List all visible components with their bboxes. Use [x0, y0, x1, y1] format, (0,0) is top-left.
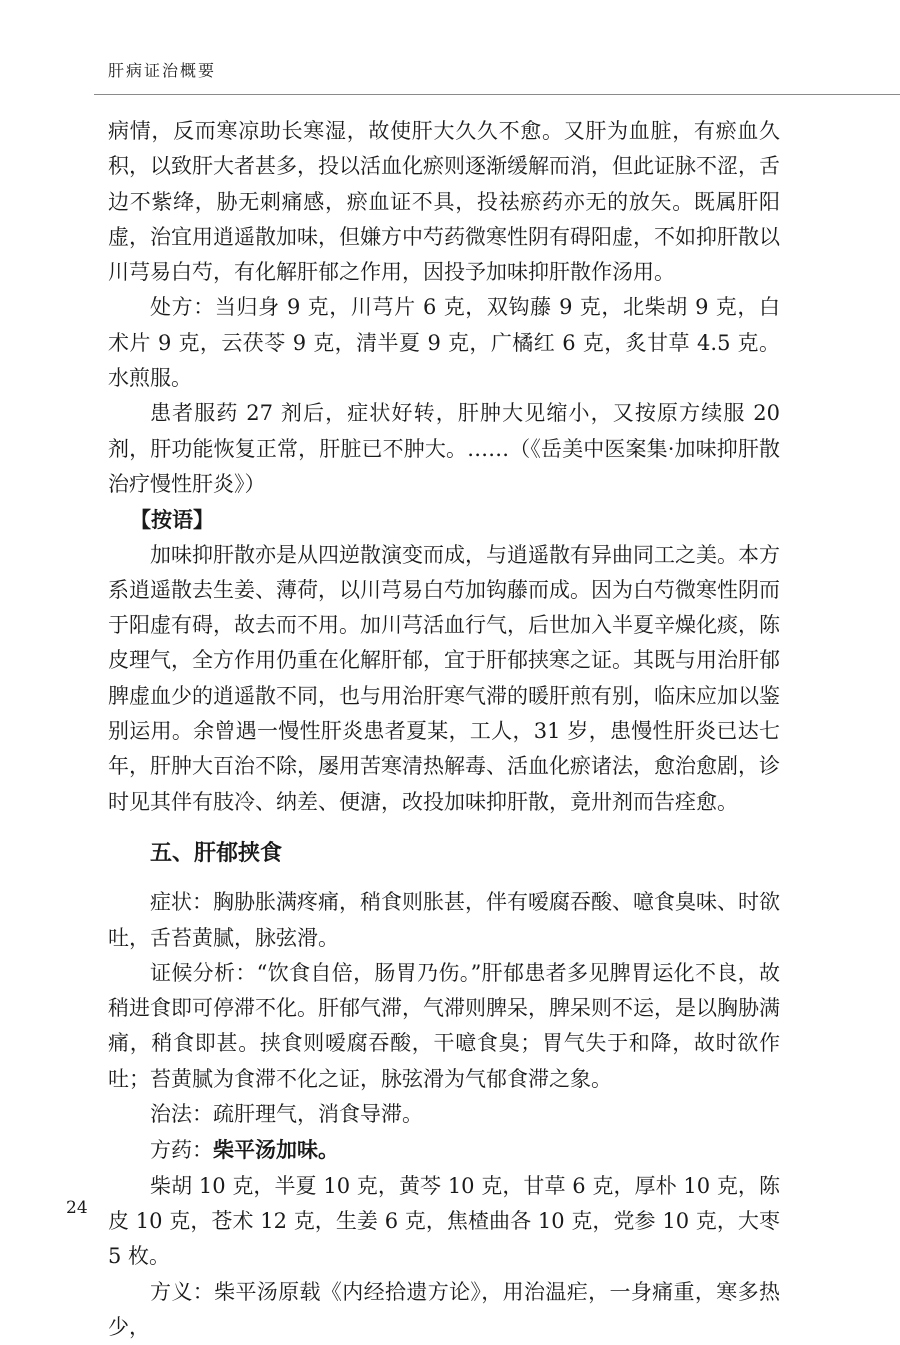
paragraph-outcome: 患者服药 27 剂后，症状好转，肝肿大见缩小，又按原方续服 20 剂，肝功能恢复正常，肝脏已不肿大。……（《岳美中医案集·加味抑肝散治疗慢性肝炎》） — [108, 396, 780, 502]
paragraph-treatment: 治法：疏肝理气，消食导滞。 — [108, 1097, 780, 1132]
section-heading: 五、肝郁挟食 — [108, 836, 780, 871]
paragraph-symptoms: 症状：胸胁胀满疼痛，稍食则胀甚，伴有嗳腐吞酸、噫食臭味、时欲吐，舌苔黄腻，脉弦滑。 — [108, 885, 780, 956]
paragraph-formula — [108, 1132, 780, 1168]
paragraph-ingredients: 柴胡 10 克，半夏 10 克，黄芩 10 克，甘草 6 克，厚朴 10 克，陈皮 10 克，苍术 12 克，生姜 6 克，焦楂曲各 10 克，党参 10 克，大枣 5 枚。 — [108, 1169, 780, 1275]
page-number: 24 — [66, 1198, 88, 1218]
note-heading: 【按语】 — [108, 502, 780, 537]
formula-name: 柴平汤加味。 — [213, 1137, 339, 1162]
running-head: 肝病证治概要 — [108, 58, 216, 81]
formula-label: 方药： — [150, 1138, 213, 1162]
paragraph-commentary: 加味抑肝散亦是从四逆散演变而成，与逍遥散有异曲同工之美。本方系逍遥散去生姜、薄荷，以川芎易白芍加钩藤而成。因为白芍微寒性阴而于阳虚有碍，故去而不用。加川芎活血行气，后世加入半夏辛燥化痰，陈皮理气，全方作用仍重在化解肝郁，宜于肝郁挟寒之证。其既与用治肝郁脾虚血少的逍遥散不同，也与用治肝寒气滞的暖肝煎有别，临床应加以鉴别运用。余曾遇一慢性肝炎患者夏某，工人，31 岁，患慢性肝炎已达七年，肝肿大百治不除，屡用苦寒清热解毒、活血化瘀诸法，愈治愈剧，诊时见其伴有肢冷、纳差、便溏，改投加味抑肝散，竟卅剂而告痊愈。 — [108, 538, 780, 820]
paragraph-formula-meaning: 方义：柴平汤原载《内经拾遗方论》，用治温疟，一身痛重，寒多热少， — [108, 1275, 780, 1345]
page-body — [108, 114, 780, 1345]
paragraph-syndrome-analysis: 证候分析：“饮食自倍，肠胃乃伤。”肝郁患者多见脾胃运化不良，故稍进食即可停滞不化。肝郁气滞，气滞则脾呆，脾呆则不运，是以胸胁满痛，稍食即甚。挟食则嗳腐吞酸，干噫食臭；胃气失于和降，故时欲作吐；苔黄腻为食滞不化之证，脉弦滑为气郁食滞之象。 — [108, 956, 780, 1097]
header-rule — [94, 94, 900, 95]
paragraph-prescription: 处方：当归身 9 克，川芎片 6 克，双钩藤 9 克，北柴胡 9 克，白术片 9 克，云茯苓 9 克，清半夏 9 克，广橘红 6 克，炙甘草 4.5 克。水煎服。 — [108, 290, 780, 396]
paragraph-case-analysis: 病情，反而寒凉助长寒湿，故使肝大久久不愈。又肝为血脏，有瘀血久积，以致肝大者甚多，投以活血化瘀则逐渐缓解而消，但此证脉不涩，舌边不紫绛，胁无刺痛感，瘀血证不具，投祛瘀药亦无的放矢。既属肝阳虚，治宜用逍遥散加味，但嫌方中芍药微寒性阴有碍阳虚，不如抑肝散以川芎易白芍，有化解肝郁之作用，因投予加味抑肝散作汤用。 — [108, 114, 780, 290]
